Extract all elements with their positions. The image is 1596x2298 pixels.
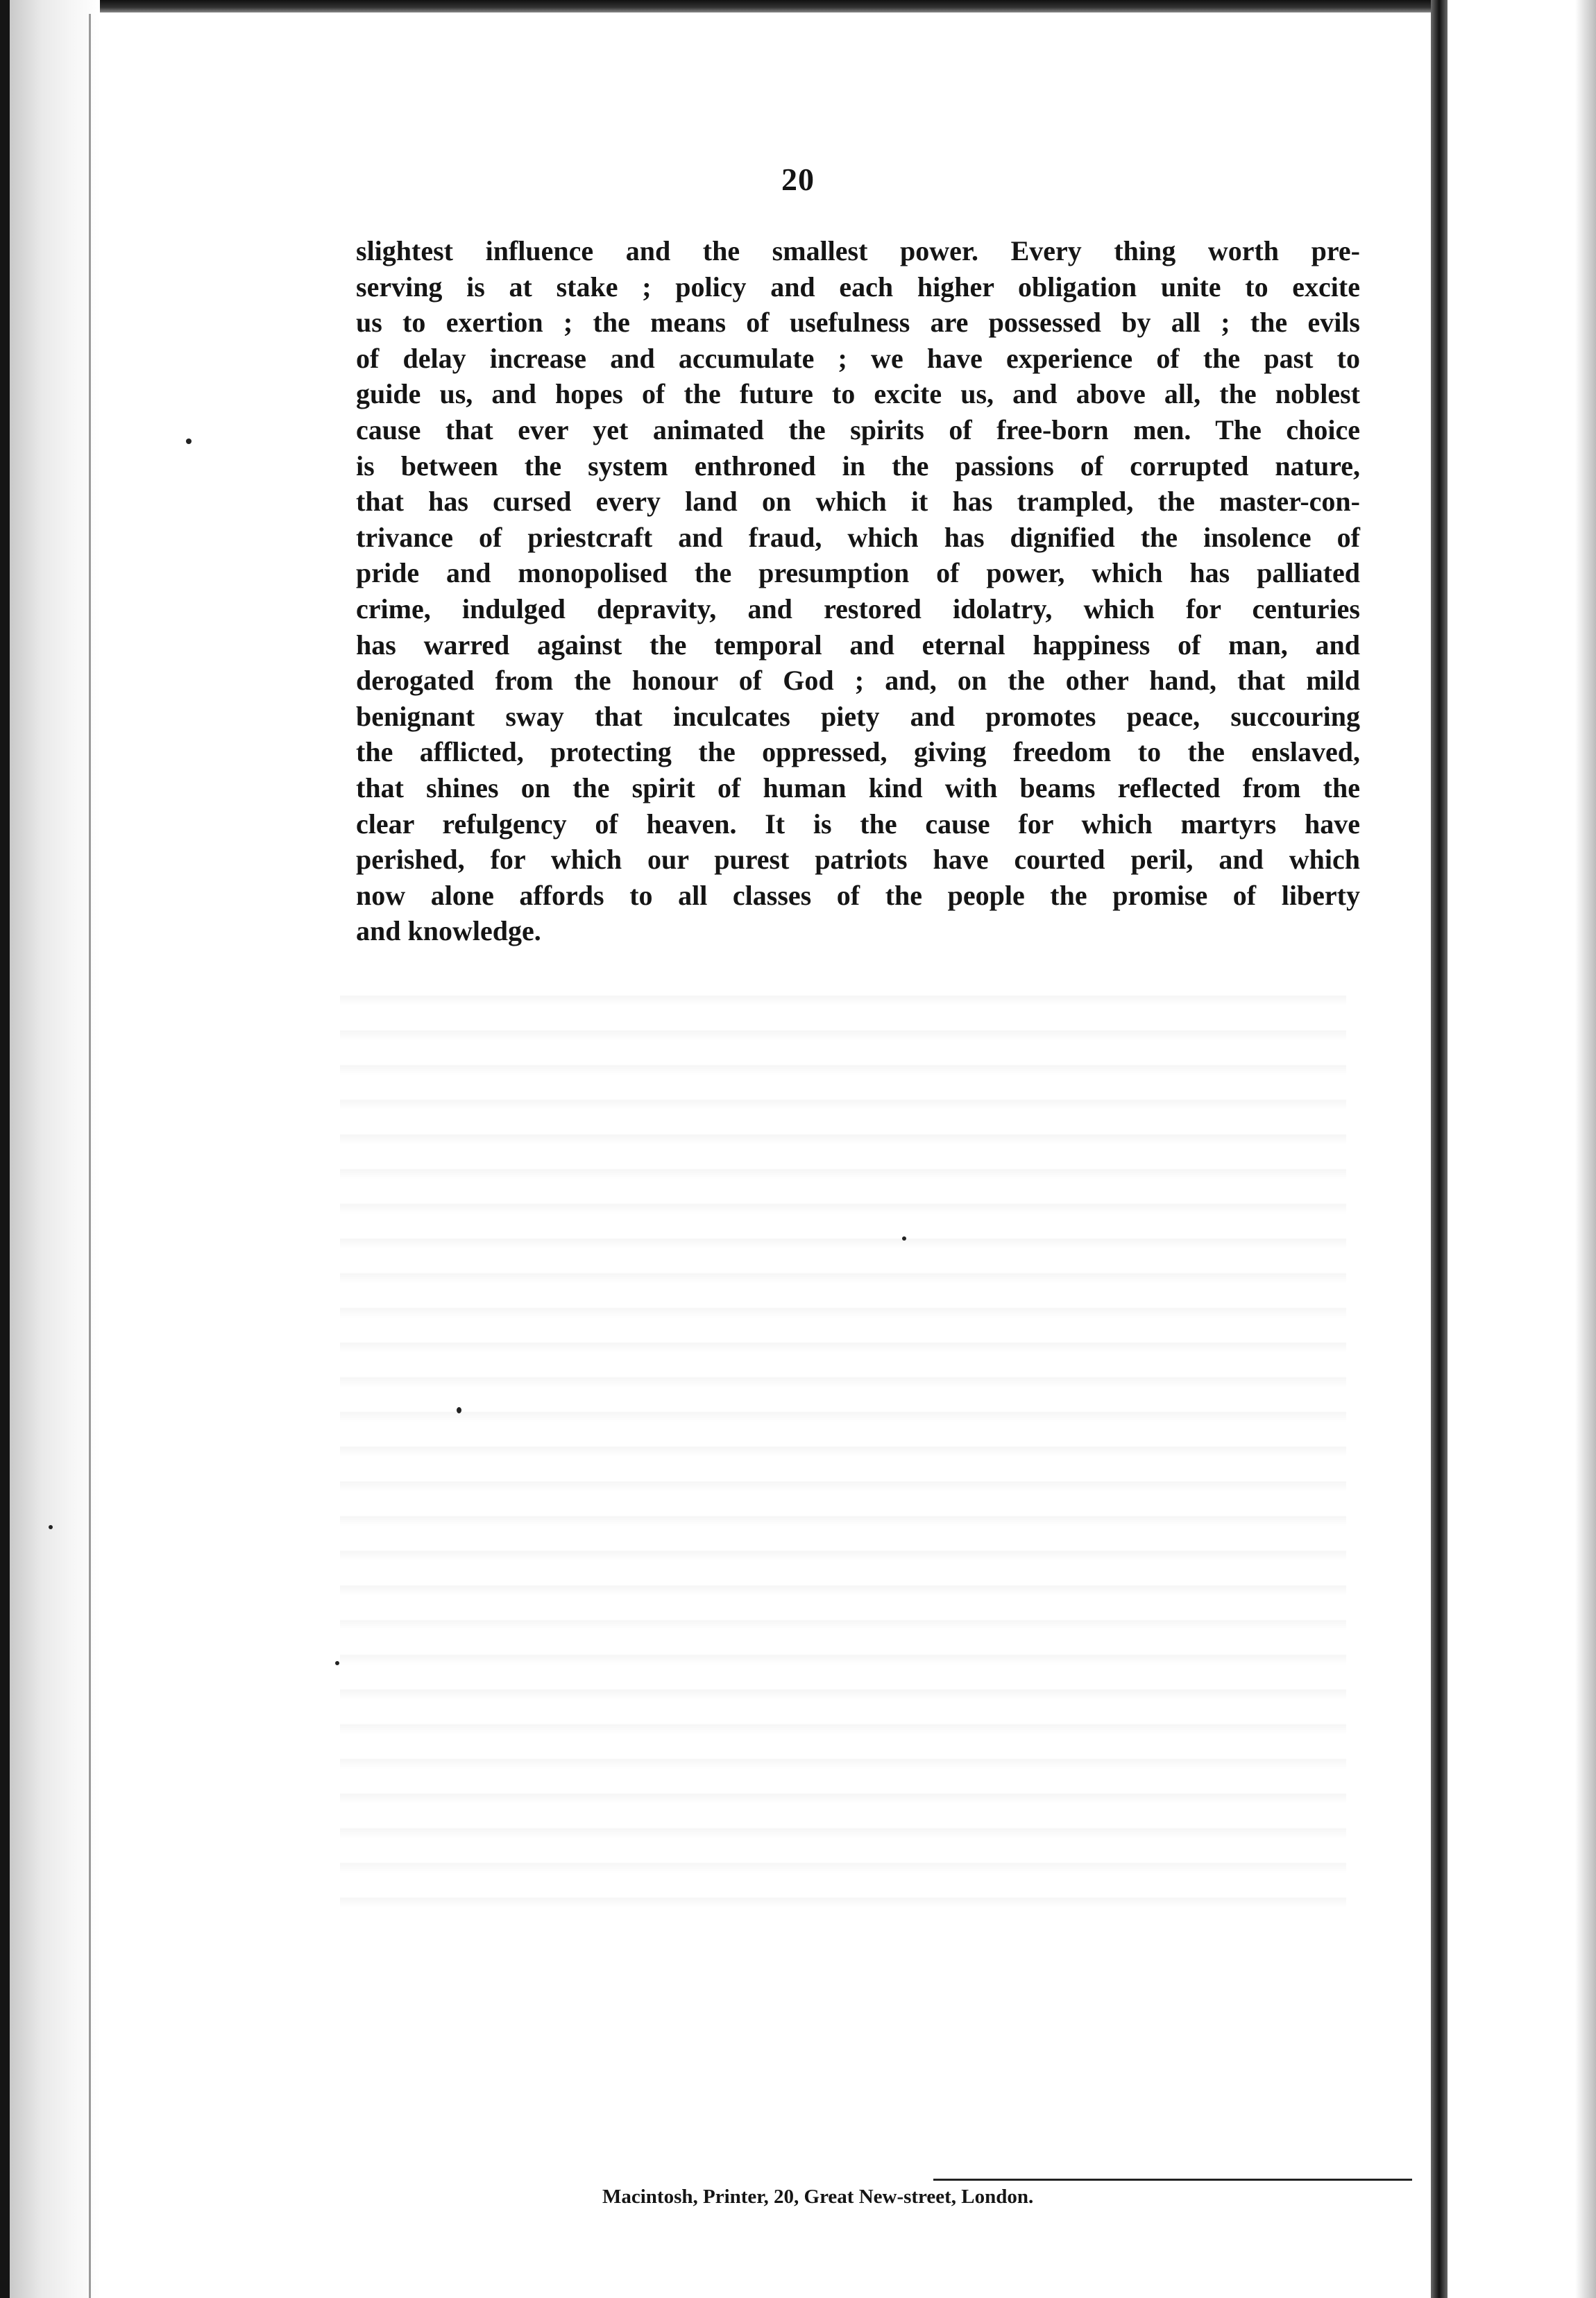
body-text: [356, 233, 1360, 949]
scan-left-line: [89, 14, 91, 2298]
show-through-text: [340, 971, 1346, 1929]
scan-top-edge: [0, 0, 1596, 12]
printer-imprint-final: Macintosh, Printer, 20, Great New-street, London.: [602, 2186, 1034, 2208]
text-line: has warred against the temporal and eternal happiness of man, and: [356, 629, 1360, 661]
text-line: clear refulgency of heaven. It is the cause for which martyrs have: [356, 808, 1360, 840]
page-number: 20: [781, 162, 815, 197]
text-line: slightest influence and the smallest power. Every thing worth pre-: [356, 235, 1360, 266]
text-line: benignant sway that inculcates piety and promotes peace, succouring: [356, 700, 1360, 732]
text-line: perished, for which our purest patriots have courted peril, and which: [356, 844, 1360, 876]
ink-speck: [902, 1236, 906, 1241]
text-line: trivance of priestcraft and fraud, which has dignified the insolence of: [356, 521, 1360, 553]
ink-speck: [186, 439, 192, 444]
ink-speck: [49, 1525, 53, 1529]
text-line: now alone affords to all classes of the people the promise of liberty: [356, 879, 1360, 911]
scan-left-edge: [0, 0, 10, 2298]
text-line: derogated from the honour of God ; and, on the other hand, that mild: [356, 665, 1360, 697]
text-line: that has cursed every land on which it has trampled, the master-con-: [356, 486, 1360, 518]
scan-right-edge: [1575, 0, 1596, 2298]
text-line: pride and monopolised the presumption of power, which has palliated: [356, 557, 1360, 589]
text-line: is between the system enthroned in the passions of corrupted nature,: [356, 450, 1360, 482]
text-line: guide us, and hopes of the future to excite us, and above all, the noblest: [356, 378, 1360, 410]
text-line: us to exertion ; the means of usefulness are possessed by all ; the evils: [356, 307, 1360, 339]
text-line: crime, indulged depravity, and restored idolatry, which for centuries: [356, 593, 1360, 624]
scan-right-gutter: [1431, 0, 1448, 2298]
scan-left-shadow: [10, 0, 100, 2298]
ink-speck: [335, 1661, 339, 1665]
text-line: the afflicted, protecting the oppressed, giving freedom to the enslaved,: [356, 736, 1360, 768]
text-line: that shines on the spirit of human kind with beams reflected from the: [356, 772, 1360, 803]
scan-next-page-strip: [1448, 0, 1596, 2298]
text-line: of delay increase and accumulate ; we have experience of the past to: [356, 342, 1360, 374]
imprint-rule-final: [933, 2179, 1412, 2181]
text-line: cause that ever yet animated the spirits of free-born men. The choice: [356, 414, 1360, 445]
text-line: and knowledge.: [356, 915, 541, 947]
text-line: serving is at stake ; policy and each higher obligation unite to excite: [356, 271, 1360, 303]
ink-speck: [457, 1407, 461, 1413]
